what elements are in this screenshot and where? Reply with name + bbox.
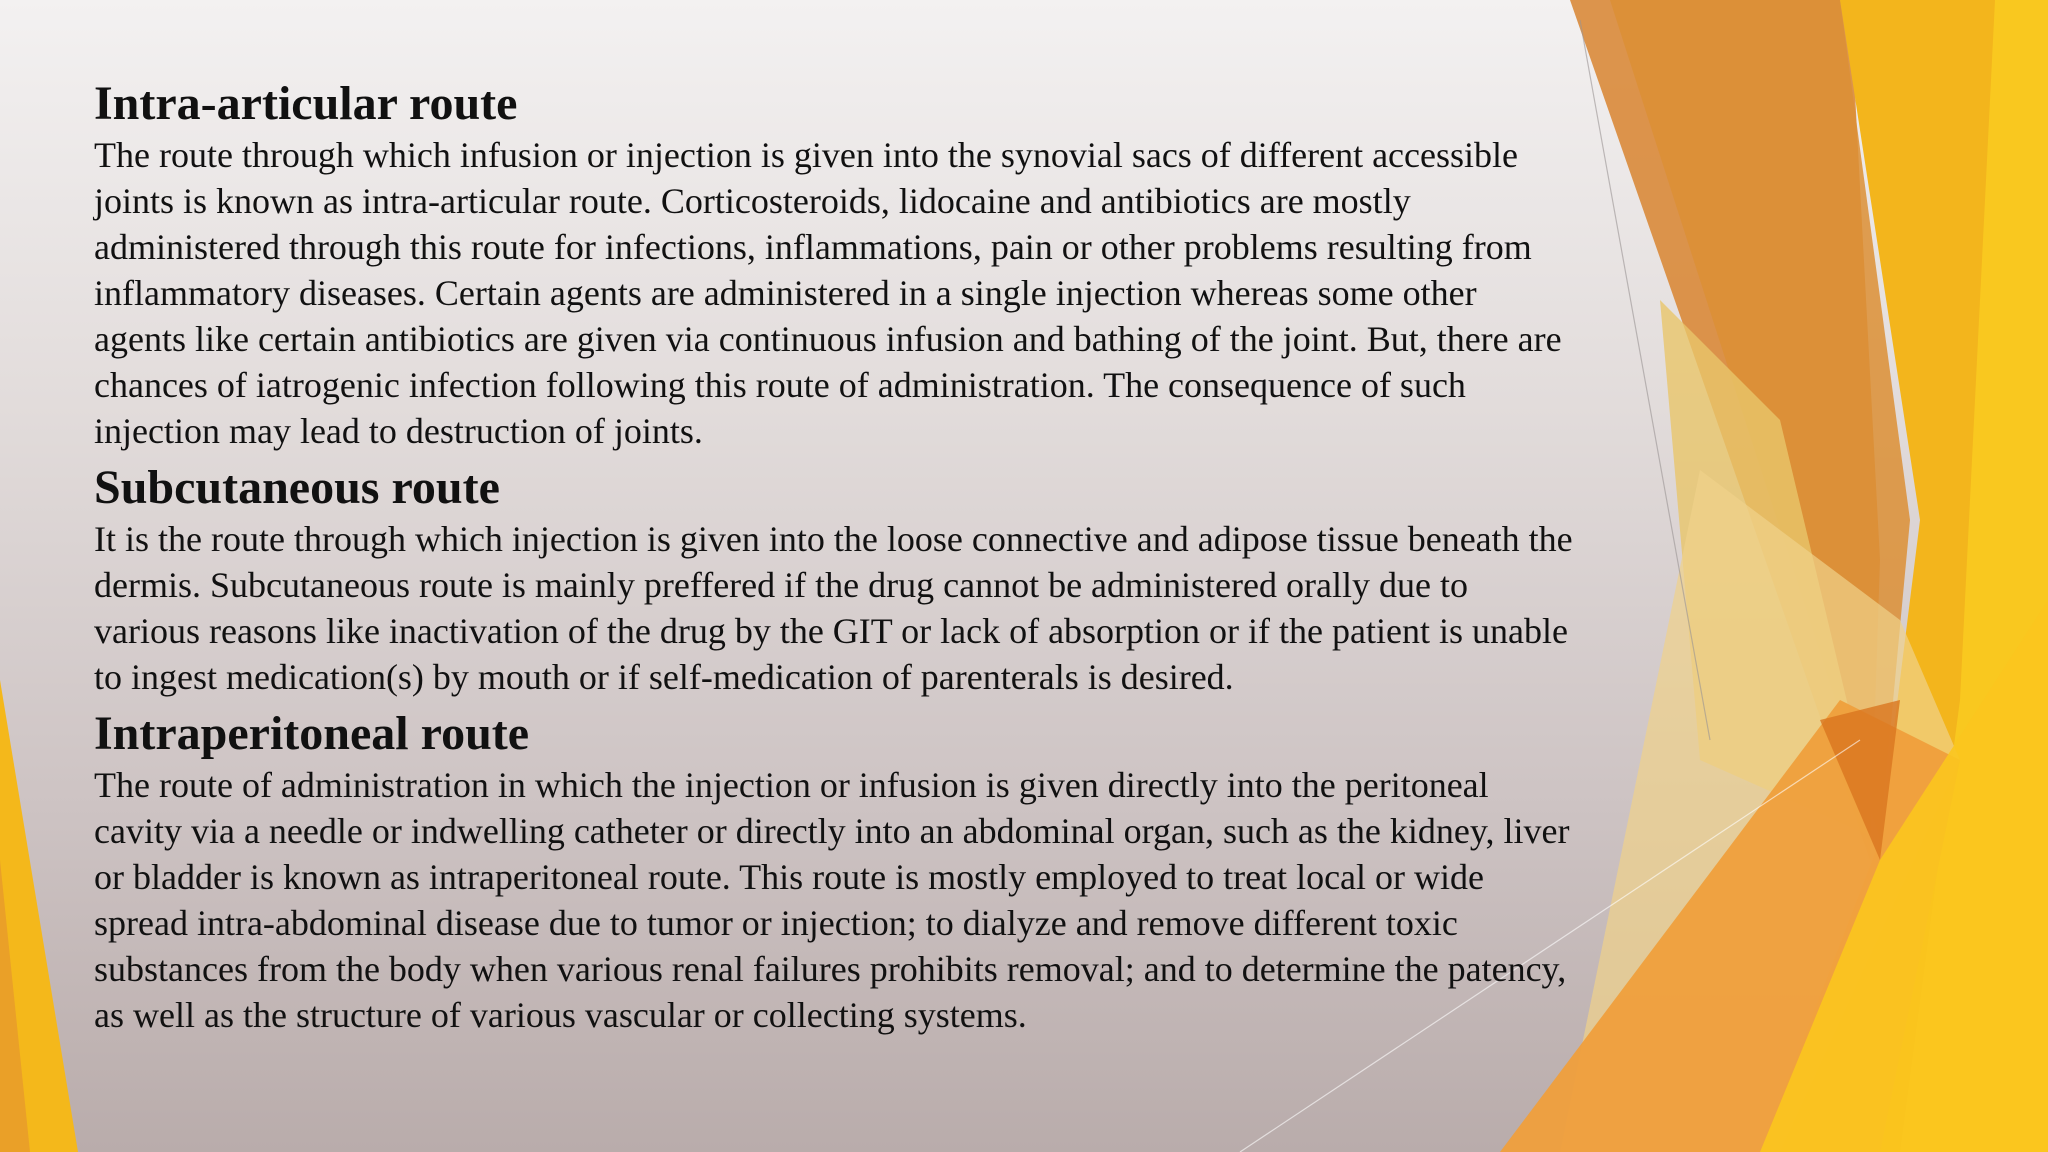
paragraph-intraperitoneal: The route of administration in which the injection or infusion is given directly into the peritoneal cavity via a needle or indwelling catheter or directly into an abdominal organ, such as the kidney, liver or bladder is known as intraperitoneal route. This route is mostly employed to treat local or wide spread intra-abdominal disease due to tumor or injection; to dialyze and remove different toxic substances from the body when various renal failures prohibits removal; and to determine the patency, as well as the structure of various vascular or collecting systems. [94, 765, 1570, 1035]
heading-intraperitoneal: Intraperitoneal route [94, 707, 530, 760]
paragraph-subcutaneous: It is the route through which injection is given into the loose connective and adipose tissue beneath the dermis. Subcutaneous route is mainly preffered if the drug cannot be administered orally due to various reasons like inactivation of the drug by the GIT or lack of absorption or if the patient is unable to ingest medication(s) by mouth or if self-medication of parenterals is desired. [94, 519, 1573, 697]
heading-intra-articular: Intra-articular route [94, 77, 518, 130]
heading-subcutaneous: Subcutaneous route [94, 461, 500, 514]
paragraph-intra-articular: The route through which infusion or injection is given into the synovial sacs of different accessible joints is known as intra-articular route. Corticosteroids, lidocaine and antibiotics are mostly administered through this route for infections, inflammations, pain or other problems resulting from inflammatory diseases. Certain agents are administered in a single injection whereas some other agents like certain antibiotics are given via continuous infusion and bathing of the joint. But, there are chances of iatrogenic infection following this route of administration. The consequence of such injection may lead to destruction of joints. [94, 135, 1562, 451]
slide-content [94, 76, 1574, 1044]
